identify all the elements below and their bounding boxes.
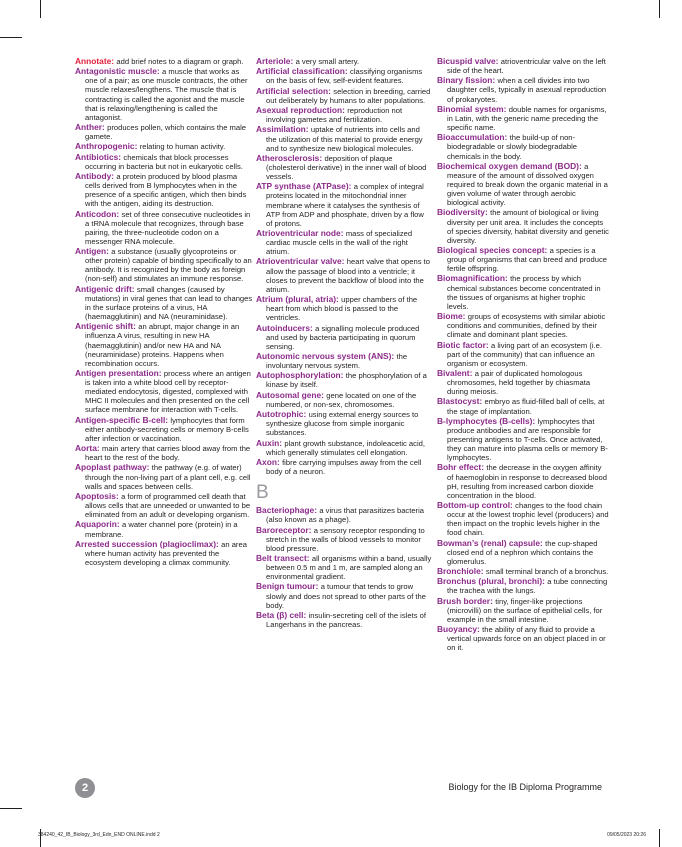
glossary-entry xyxy=(437,274,609,310)
running-title: Biology for the IB Diploma Programme xyxy=(448,782,602,792)
glossary-definition: a sensory receptor responding to stretch in the walls of blood vessels to monitor blood pressure. xyxy=(266,525,425,553)
glossary-term: Autophosphorylation xyxy=(256,370,341,381)
term-colon: : xyxy=(490,595,496,606)
glossary-term: Asexual reproduction xyxy=(256,105,343,116)
glossary-term: Assimilation xyxy=(256,124,306,135)
term-colon: : xyxy=(340,370,346,381)
glossary-entry xyxy=(256,506,432,524)
term-colon: : xyxy=(462,311,468,322)
term-colon: : xyxy=(341,256,347,267)
glossary-definition: add brief notes to a diagram or graph. xyxy=(116,57,244,66)
glossary-entry xyxy=(75,210,253,246)
crop-mark xyxy=(40,0,41,18)
term-colon: : xyxy=(276,456,283,467)
term-colon: : xyxy=(96,443,102,454)
glossary-entry xyxy=(437,162,609,207)
glossary-definition: small terminal branch of a bronchus. xyxy=(485,567,609,577)
term-colon: : xyxy=(106,246,112,257)
term-colon: : xyxy=(321,389,327,400)
glossary-definition: the decrease in the oxygen affinity of haemoglobin in response to decreased blood pH, resulting from increased carbon dioxide concentration in the blood. xyxy=(447,463,608,500)
glossary-term: Biological species concept xyxy=(437,245,545,255)
term-colon: : xyxy=(308,524,314,535)
glossary-entry xyxy=(256,582,432,609)
glossary-definition: lymphocytes that form either antibody-secreting cells or memory B-cells after infection or vaccination. xyxy=(85,415,249,443)
crop-mark xyxy=(659,829,660,847)
glossary-term: Bohr effect xyxy=(437,462,482,473)
term-colon: : xyxy=(306,552,312,563)
term-colon: : xyxy=(102,122,108,133)
glossary-entry xyxy=(75,492,253,519)
glossary-definition: groups of ecosystems with similar abiotic conditions and communities, defined by their climate and dominant plant species. xyxy=(447,312,606,340)
glossary-term: Biochemical oxygen demand (BOD) xyxy=(437,160,579,171)
glossary-definition: fibre carrying impulses away from the cell body of a neuron. xyxy=(266,457,422,477)
glossary-entry xyxy=(75,444,253,462)
glossary-term: Atrium (plural, atria) xyxy=(256,294,337,305)
glossary-term: Bronchus (plural, bronchi) xyxy=(437,576,543,587)
glossary-entry xyxy=(75,142,253,151)
glossary-entry xyxy=(256,87,432,105)
glossary-definition: a complex of integral proteins located in the mitochondrial inner membrane where it catalyses the synthesis of ATP from ADP and phosphate, driven by a flow of protons. xyxy=(266,182,424,228)
glossary-definition: a water channel pore (protein) in a membrane. xyxy=(85,520,238,539)
glossary-b-start xyxy=(256,506,432,629)
glossary-term: Antigenic shift xyxy=(75,321,134,332)
glossary-entry xyxy=(437,105,609,132)
glossary-definition: atrioventricular valve on the left side of the heart. xyxy=(447,57,606,76)
glossary-definition: mass of specialized cardiac muscle cells in the wall of the right atrium. xyxy=(266,229,413,257)
glossary-term: Atrioventricular node xyxy=(256,228,341,238)
term-colon: : xyxy=(111,56,117,66)
glossary-entry xyxy=(75,57,253,66)
term-colon: : xyxy=(481,462,487,473)
glossary-term: Biotic factor xyxy=(437,339,486,350)
glossary-definition: an abrupt, major change in an influenza A virus, resulting in new HA (haemagglutinin) and/or new HA and NA (neuraminidase) proteins. Happens when recombination occurs. xyxy=(85,322,240,368)
glossary-definition: main artery that carries blood away from the heart to the rest of the body. xyxy=(85,444,251,463)
page-number-badge: 2 xyxy=(75,778,95,798)
term-colon: : xyxy=(495,56,501,66)
glossary-term: Bowman’s (renal) capsule xyxy=(437,537,541,548)
glossary-term: Autonomic nervous system (ANS) xyxy=(256,350,392,361)
term-colon: : xyxy=(484,207,491,218)
glossary-entry xyxy=(437,369,609,396)
print-slug-date: 09/05/2023 20:26 xyxy=(607,832,646,838)
term-colon: : xyxy=(477,624,483,635)
glossary-entry xyxy=(437,539,609,566)
glossary-definition: a very small artery. xyxy=(295,57,360,66)
glossary-term: Annotate xyxy=(75,56,112,66)
glossary-term: Bivalent xyxy=(437,367,470,378)
glossary-definition: a measure of the amount of dissolved oxygen required to break down the organic material in a given volume of water through aerobic biological activity. xyxy=(447,161,608,208)
glossary-entry xyxy=(437,625,609,652)
glossary-definition: tiny, finger-like projections (microvilli) on the surface of epithelial cells, for example in the small intestine. xyxy=(447,596,603,624)
term-colon: : xyxy=(305,124,311,135)
glossary-entry xyxy=(437,597,609,624)
term-colon: : xyxy=(303,609,309,620)
glossary-term: Autoinducers xyxy=(256,322,310,333)
glossary-term: Aquaporin xyxy=(75,519,117,530)
term-colon: : xyxy=(503,103,509,114)
glossary-entry xyxy=(256,229,432,256)
term-colon: : xyxy=(309,322,316,333)
term-colon: : xyxy=(216,538,222,549)
glossary-term: Bronchiole xyxy=(437,566,481,577)
glossary-entry xyxy=(256,526,432,553)
glossary-term: Biome xyxy=(437,311,463,322)
glossary-definition: the build-up of non-biodegradable or slowly biodegradable chemicals in the body. xyxy=(447,133,578,161)
glossary-definition: the pathway (e.g. of water) through the non-living part of a plant cell, e.g. cell walls and spaces between cells. xyxy=(85,463,251,491)
glossary-entry xyxy=(256,295,432,322)
glossary-definition: using external energy sources to synthesize glucose from simple inorganic substances. xyxy=(266,410,419,438)
glossary-definition: the cup-shaped closed end of a nephron which contains the glomerulus. xyxy=(447,538,598,566)
glossary-definition: selection in breeding, carried out deliberately by humans to alter populations. xyxy=(266,86,431,105)
glossary-entry xyxy=(75,369,253,414)
glossary-definition: the amount of biological or living diversity per unit area. It includes the concepts of species diversity, habitat diversity and genetic diversity. xyxy=(447,208,609,245)
glossary-term: Autosomal gene xyxy=(256,389,322,400)
glossary-definition: a species is a group of organisms that can breed and produce fertile offspring. xyxy=(447,246,607,274)
term-colon: : xyxy=(540,537,546,548)
glossary-entry xyxy=(75,153,253,171)
term-colon: : xyxy=(469,367,475,378)
glossary-term: B-lymphocytes (B-cells) xyxy=(437,415,533,426)
glossary-definition: a substance (usually glycoproteins or other protein) capable of binding specifically to an antibody. It is recognized by the body as foreign (non-self) and stimulates an immune response. xyxy=(85,247,252,284)
glossary-term: Anticodon xyxy=(75,208,117,219)
term-colon: : xyxy=(532,415,538,426)
glossary-entry xyxy=(75,416,253,443)
term-colon: : xyxy=(303,409,309,420)
term-colon: : xyxy=(336,294,342,305)
glossary-entry xyxy=(256,324,432,351)
glossary-definition: a virus that parasitizes bacteria (also known as a phage). xyxy=(266,506,424,525)
glossary-term: Benign tumour xyxy=(256,581,316,592)
term-colon: : xyxy=(314,505,320,516)
crop-mark xyxy=(0,37,22,38)
glossary-definition: produces pollen, which contains the male gamete. xyxy=(85,123,247,142)
term-colon: : xyxy=(156,66,163,77)
glossary-term: Binomial system xyxy=(437,103,504,114)
glossary-entry xyxy=(256,67,432,85)
glossary-entry xyxy=(75,322,253,367)
glossary-entry xyxy=(437,246,609,273)
glossary-definition: the process by which chemical substances become concentrated in the tissues of organisms at higher trophic levels. xyxy=(447,274,601,311)
term-colon: : xyxy=(134,141,140,152)
glossary-entry xyxy=(75,520,253,538)
glossary-entry xyxy=(437,208,609,244)
glossary-definition: a pair of duplicated homologous chromosomes, held together by chiasmata during meiosis. xyxy=(447,368,591,397)
term-colon: : xyxy=(315,581,321,592)
term-colon: : xyxy=(116,208,122,219)
glossary-entry xyxy=(437,397,609,415)
glossary-term: Atherosclerosis xyxy=(256,152,320,163)
glossary-definition: relating to human activity. xyxy=(139,142,226,152)
glossary-entry xyxy=(256,106,432,124)
glossary-term: Bottom-up control xyxy=(437,500,511,511)
glossary-definition: a protein produced by blood plasma cells derived from B lymphocytes when in the presence of a specific antigen, which then binds with the antigen, aiding its destruction. xyxy=(85,172,247,209)
glossary-definition: all organisms within a band, usually between 0.5 m and 1 m, are sampled along an environmental gradient. xyxy=(266,553,432,582)
glossary-term: Antigen presentation xyxy=(75,367,159,378)
glossary-term: Autotrophic xyxy=(256,409,304,420)
glossary-term: Beta (β) cell xyxy=(256,609,304,620)
glossary-definition: when a cell divides into two daughter cells, typically in asexual reproduction of prokaryotes. xyxy=(447,76,607,104)
term-colon: : xyxy=(158,367,164,378)
glossary-a-continued xyxy=(256,57,432,476)
term-colon: : xyxy=(328,85,334,96)
term-colon: : xyxy=(290,56,296,66)
glossary-term: Antagonistic muscle xyxy=(75,66,157,77)
term-colon: : xyxy=(391,350,397,361)
glossary-term: Apoplast pathway xyxy=(75,462,147,473)
glossary-definition: a living part of an ecosystem (i.e. part of the community) that can influence an organism or ecosystem. xyxy=(447,340,603,368)
glossary-entry xyxy=(256,154,432,181)
print-slug-file: 384240_42_IB_Biology_3rd_Edn_END ONLINE.indd 2 xyxy=(38,832,160,838)
term-colon: : xyxy=(485,339,491,350)
term-colon: : xyxy=(480,566,486,577)
glossary-entry xyxy=(437,133,609,160)
glossary-term: Axon xyxy=(256,456,277,467)
glossary-entry xyxy=(437,417,609,462)
term-colon: : xyxy=(479,396,485,407)
term-colon: : xyxy=(504,273,511,284)
glossary-definition: deposition of plaque (cholesterol derivative) in the inner wall of blood vessels. xyxy=(266,153,427,182)
crop-mark xyxy=(0,808,22,809)
crop-mark xyxy=(659,0,660,18)
glossary-term: Atrioventricular valve xyxy=(256,256,342,267)
glossary-definition: the ability of any fluid to provide a vertical upwards force on an object placed in or on it. xyxy=(447,625,606,653)
glossary-term: Antibody xyxy=(75,171,112,182)
glossary-term: Bicuspid valve xyxy=(437,56,496,66)
term-colon: : xyxy=(133,321,139,332)
glossary-column-2 xyxy=(256,57,432,630)
term-colon: : xyxy=(146,462,152,473)
glossary-entry xyxy=(256,125,432,152)
glossary-term: Antigen-specific B-cell xyxy=(75,414,166,425)
glossary-entry xyxy=(256,458,432,476)
glossary-definition: a form of programmed cell death that allows cells that are unneeded or unwanted to be eliminated from an adult or developing organism. xyxy=(85,491,251,520)
term-colon: : xyxy=(578,160,585,171)
glossary-term: Anther xyxy=(75,122,102,133)
term-colon: : xyxy=(116,519,122,530)
glossary-definition: a tumour that tends to grow slowly and does not spread to other parts of the body. xyxy=(266,582,426,610)
glossary-entry xyxy=(437,577,609,595)
term-colon: : xyxy=(118,151,124,162)
glossary-entry xyxy=(256,182,432,227)
glossary-entry xyxy=(256,554,432,581)
glossary-term: Biomagnification xyxy=(437,273,505,284)
glossary-entry xyxy=(437,341,609,368)
term-colon: : xyxy=(340,228,346,238)
glossary-definition: lymphocytes that produce antibodies and are responsible for presenting antigens to T-cells. Once activated, they can mature into plasma cells or memory B-lymphocytes. xyxy=(447,416,608,463)
section-letter-b: B xyxy=(256,482,269,504)
glossary-definition: a signalling molecule produced and used by bacteria participating in quorum sensing. xyxy=(266,323,420,351)
glossary-term: Arteriole xyxy=(256,56,291,66)
glossary-term: Baroreceptor xyxy=(256,524,309,535)
glossary-term: Bacteriophage xyxy=(256,505,315,516)
glossary-term: Antibiotics xyxy=(75,151,119,162)
glossary-entry xyxy=(437,567,609,576)
glossary-definition: the involuntary nervous system. xyxy=(266,351,408,371)
term-colon: : xyxy=(131,283,137,294)
glossary-definition: embryo as fluid-filled ball of cells, at the stage of implantation. xyxy=(447,397,605,416)
glossary-definition: insulin-secreting cell of the islets of Langerhans in the pancreas. xyxy=(266,610,426,629)
glossary-definition: heart valve that opens to allow the passage of blood into a ventricle; it closes to prevent the backflow of blood into the atrium. xyxy=(266,257,430,294)
term-colon: : xyxy=(542,576,548,587)
term-colon: : xyxy=(504,132,510,143)
glossary-definition: reproduction not involving gametes and fertilization. xyxy=(266,106,403,125)
glossary-term: Belt transect xyxy=(256,552,307,563)
glossary-definition: an area where human activity has prevented the ecosystem developing a climax community. xyxy=(85,539,247,567)
glossary-entry xyxy=(437,76,609,103)
glossary-definition: gene located on one of the numbered, or non-sex, chromosomes. xyxy=(266,390,417,409)
term-colon: : xyxy=(342,105,348,116)
glossary-column-3 xyxy=(437,57,609,654)
glossary-definition: set of three consecutive nucleotides in a tRNA molecule that recognizes, through base pairing, the three-nucleotide codon on a messenger RNA molecule. xyxy=(85,209,251,246)
glossary-term: ATP synthase (ATPase) xyxy=(256,181,349,192)
glossary-definition: classifying organisms on the basis of few, self-evident features. xyxy=(266,67,423,86)
glossary-term: Antigenic drift xyxy=(75,283,132,294)
glossary-term: Aorta xyxy=(75,443,97,454)
glossary-entry xyxy=(75,67,253,122)
glossary-entry xyxy=(75,172,253,208)
glossary-entry xyxy=(75,285,253,321)
glossary-entry xyxy=(437,312,609,339)
term-colon: : xyxy=(344,66,351,77)
glossary-entry xyxy=(256,391,432,409)
term-colon: : xyxy=(348,181,354,192)
glossary-entry xyxy=(256,57,432,66)
glossary-term: Auxin xyxy=(256,437,280,448)
glossary-definition: double names for organisms, in Latin, with the generic name preceding the specific name. xyxy=(447,104,607,133)
glossary-term: Artificial classification xyxy=(256,66,345,77)
glossary-definition: small changes (caused by mutations) in viral genes that can lead to changes in the surface proteins of a virus, HA (haemagglutinin) and NA (neuraminidase). xyxy=(85,284,253,322)
glossary-definition: the phosphorylation of a kinase by itself. xyxy=(266,371,427,390)
glossary-entry xyxy=(256,352,432,370)
glossary-entry xyxy=(256,439,432,457)
glossary-entry xyxy=(75,540,253,567)
term-colon: : xyxy=(165,414,171,425)
glossary-term: Artificial selection xyxy=(256,85,329,96)
glossary-term: Apoptosis xyxy=(75,490,116,501)
glossary-entry xyxy=(256,257,432,293)
glossary-term: Antigen xyxy=(75,246,107,257)
glossary-term: Biodiversity xyxy=(437,207,485,218)
glossary-entry xyxy=(256,371,432,389)
glossary-entry xyxy=(437,463,609,499)
glossary-entry xyxy=(75,463,253,490)
glossary-term: Buoyancy xyxy=(437,624,478,635)
glossary-definition: a tube connecting the trachea with the lungs. xyxy=(447,577,608,596)
glossary-column-1 xyxy=(75,57,253,568)
glossary-entry xyxy=(75,123,253,141)
glossary-definition: plant growth substance, indoleacetic acid, which generally stimulates cell elongation. xyxy=(266,438,425,457)
glossary-entry xyxy=(437,57,609,75)
term-colon: : xyxy=(544,245,550,255)
glossary-term: Bioaccumulation xyxy=(437,132,505,143)
glossary-term: Blastocyst xyxy=(437,396,480,407)
glossary-definition: chemicals that block processes occurring in bacteria but not in eukaryotic cells. xyxy=(85,152,243,171)
glossary-entry xyxy=(256,410,432,437)
term-colon: : xyxy=(111,171,117,182)
term-colon: : xyxy=(492,75,498,86)
glossary-term: Binary fission xyxy=(437,75,493,86)
glossary-definition: a muscle that works as one of a pair; as one muscle contracts, the other muscle relaxes/lengthens. The muscle that is contracting is called the agonist and the muscle that is relaxing/lengthening is called the antagonist. xyxy=(85,67,248,122)
glossary-definition: process where an antigen is taken into a white blood cell by receptor-mediated endocytosis, digested, complexed with MHC II molecules and then presented on the cell surface membrane for interaction with T-cells. xyxy=(85,368,251,415)
glossary-definition: changes to the food chain occur at the lowest trophic level (producers) and then impact on the trophic levels higher in the food chain. xyxy=(447,501,609,538)
glossary-entry xyxy=(256,611,432,629)
term-colon: : xyxy=(510,500,516,511)
glossary-term: Arrested succession (plagioclimax) xyxy=(75,538,217,549)
term-colon: : xyxy=(115,490,122,501)
glossary-term: Brush border xyxy=(437,595,491,606)
glossary-definition: uptake of nutrients into cells and the utilization of this material to provide energy and to synthesize new biological molecules. xyxy=(266,125,423,153)
glossary-definition: upper chambers of the heart from which blood is passed to the ventricles. xyxy=(266,295,418,323)
glossary-term: Anthropogenic xyxy=(75,141,135,152)
term-colon: : xyxy=(319,152,325,163)
glossary-entry xyxy=(75,247,253,283)
glossary-entry xyxy=(437,501,609,537)
term-colon: : xyxy=(279,437,285,448)
